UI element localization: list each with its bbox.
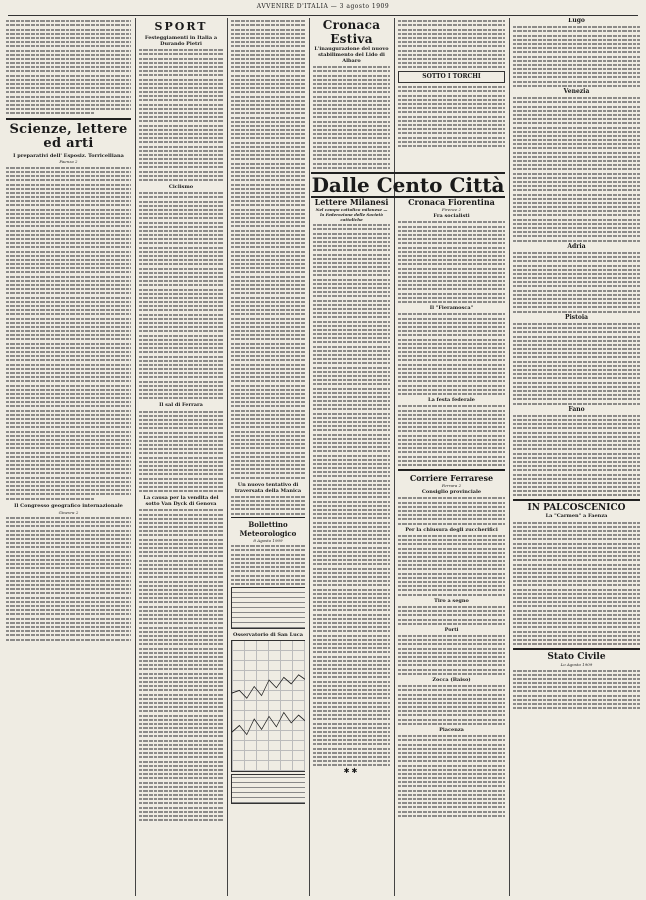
barometer-curves — [232, 641, 305, 771]
article-text — [398, 405, 505, 466]
article-text — [398, 313, 505, 395]
article-title: Lugo — [568, 18, 585, 24]
section-heading: SPORT — [154, 20, 208, 33]
section-heading: Scienze, lettere ed arti — [9, 122, 128, 152]
dalle-cento-citta-banner — [311, 172, 505, 198]
page-header: AVVENIRE D'ITALIA — 3 agosto 1909 — [8, 3, 638, 16]
article-text — [513, 670, 640, 710]
article-title: La "Carmen" a Faenza — [545, 513, 608, 520]
article-text — [513, 415, 640, 497]
article-text — [513, 323, 640, 405]
article-title: Corriere Ferrarese — [409, 472, 494, 483]
column-2b — [231, 18, 305, 896]
column-rule — [227, 18, 228, 896]
article-title: La festa federale — [428, 397, 475, 404]
article-title: Piacenza — [439, 727, 464, 734]
column-1 — [6, 18, 131, 896]
dateline: Firenze 2 — [441, 207, 462, 212]
article-text — [139, 509, 223, 821]
article-text — [398, 635, 505, 675]
weather-table — [231, 587, 305, 629]
article-title: L'inaugurazione del nuovo stabilimento del Lido di Albaro — [314, 46, 389, 64]
observatory-table — [231, 774, 305, 804]
section-heading: Stato Civile — [547, 652, 606, 663]
article-text — [6, 20, 131, 114]
article-text — [398, 221, 505, 303]
article-text — [231, 20, 305, 478]
article-text — [398, 497, 505, 524]
article-title: I preparativi dell' Esposiz. Torricelliana — [13, 153, 124, 160]
article-text — [513, 252, 640, 313]
article-title: Fano — [568, 405, 585, 413]
article-title: Porti — [444, 626, 459, 633]
article-title: Fra socialisti — [433, 213, 470, 220]
article-text — [513, 26, 640, 87]
article-title: Adria — [567, 242, 586, 250]
article-text — [139, 49, 223, 181]
article-title: Festeggiamenti in Italia a Durando Pietri — [144, 35, 218, 47]
article-title: Zocca (Baiso) — [432, 676, 471, 683]
article-text — [398, 685, 505, 725]
column-5 — [513, 18, 640, 896]
weather-date: 8 Agosto 1909 — [253, 537, 283, 543]
column-3-top — [313, 18, 390, 170]
article-text — [139, 192, 223, 399]
dateline: Lo Agosto 1909 — [560, 662, 593, 668]
article-title: Lettere Milanesi — [314, 198, 389, 207]
article-text — [6, 517, 131, 640]
article-text — [513, 97, 640, 241]
sotto-i-torchi-box — [398, 71, 505, 83]
article-text — [231, 545, 305, 585]
article-text — [313, 66, 390, 170]
decorative-stars: ✱✱ — [343, 767, 360, 776]
article-text — [398, 86, 505, 147]
article-title: Per la chiusura degli zuccherifici — [405, 526, 498, 533]
article-text — [398, 20, 505, 68]
article-text — [139, 411, 223, 493]
column-rule — [394, 18, 395, 896]
article-title: La causa per la vendita del sotto Van Dyck di Genova — [143, 495, 219, 508]
article-text — [6, 167, 131, 500]
column-rule — [309, 18, 310, 896]
column-rule — [135, 18, 136, 896]
article-text — [513, 522, 640, 645]
section-heading: Cronaca Estiva — [322, 18, 381, 46]
article-title: Osservatorio di San Luca — [233, 632, 303, 639]
article-text — [398, 735, 505, 817]
banner-title: Dalle Cento Città — [311, 173, 505, 197]
article-text — [231, 496, 305, 515]
section-heading: IN PALCOSCENICO — [527, 503, 626, 514]
column-rule — [509, 18, 510, 896]
article-subtitle: Nel campo cattolico milanese — la Federazione delle Società cattoliche — [315, 207, 388, 222]
article-title: Cronaca Fiorentina — [408, 198, 495, 207]
article-text — [398, 535, 505, 596]
article-title: Il Congresso geografico internazionale — [14, 502, 123, 509]
article-title: Pistoia — [564, 313, 589, 321]
article-title: Tiro a segno — [434, 597, 469, 604]
dateline: Faenza 2 — [59, 159, 78, 165]
barometer-chart — [231, 640, 305, 772]
weather-heading: Bollettino Meteorologico — [239, 519, 297, 538]
column-2 — [139, 18, 223, 896]
dateline: Ferrara 2 — [441, 482, 462, 488]
article-text — [313, 224, 390, 766]
column-4-top — [398, 18, 505, 170]
article-text — [398, 606, 505, 625]
article-title: SOTTO I TORCHI — [422, 73, 481, 81]
article-title: Il "Fieramosca" — [429, 305, 474, 312]
article-title: Il sal di Ferrara — [159, 402, 203, 409]
column-4-bottom — [398, 198, 505, 896]
article-title: Ciclismo — [168, 184, 194, 190]
article-title: Consiglio provinciale — [421, 489, 482, 496]
column-3-bottom — [313, 198, 390, 896]
article-title: Venezia — [563, 88, 590, 95]
article-title: Un nuovo tentativo di traversata della Manica — [234, 481, 302, 494]
dateline: Ginevra 2 — [58, 509, 79, 515]
